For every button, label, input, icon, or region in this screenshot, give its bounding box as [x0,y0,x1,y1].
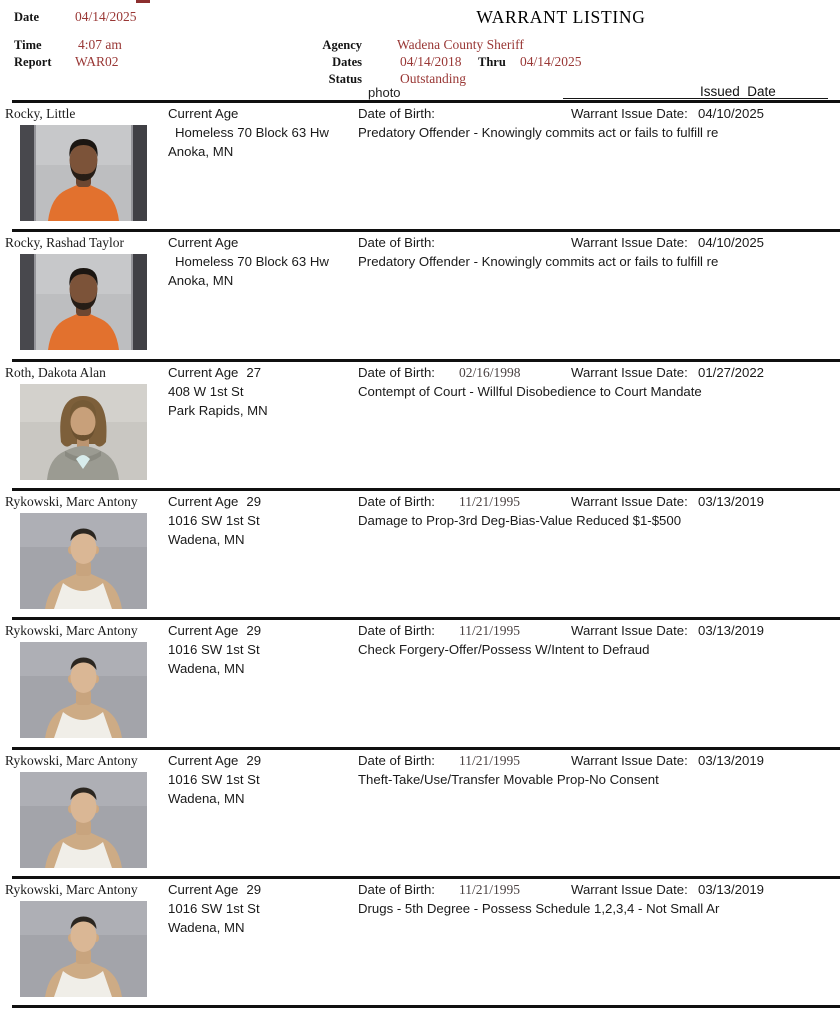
address-line-1: Homeless 70 Block 63 Hw [175,124,329,140]
current-age-label: Current Age [168,235,239,250]
record-name: Roth, Dakota Alan [5,365,106,380]
mugshot-photo [20,901,147,997]
dob-value: 11/21/1995 [459,494,521,509]
warrant-record [0,100,840,229]
warrant-record [0,617,840,746]
current-age-value: 29 [246,494,262,509]
current-age-label: Current Age [168,494,239,509]
warrant-issue-date-value: 03/13/2019 [698,494,765,509]
agency-value: Wadena County Sheriff [397,37,524,52]
dob-value: 11/21/1995 [459,753,521,768]
address-line-2: Anoka, MN [168,272,234,288]
record-name: Rocky, Rashad Taylor [5,235,125,250]
mugshot-photo [20,772,147,868]
warrant-record [0,359,840,488]
address-line-2: Wadena, MN [168,919,245,935]
mugshot-photo [20,384,147,480]
address-line-2: Wadena, MN [168,531,245,547]
address-line-1: 1016 SW 1st St [168,771,260,787]
dob-label: Date of Birth: [358,494,435,509]
warrant-record [0,876,840,1005]
warrant-record [0,747,840,876]
address-line-1: 1016 SW 1st St [168,641,260,657]
warrant-issue-date-value: 03/13/2019 [698,882,765,897]
record-divider [12,876,840,879]
dob-label: Date of Birth: [358,106,435,121]
warrant-issue-date-label: Warrant Issue Date: [571,753,688,768]
dob-label: Date of Birth: [358,882,435,897]
time-label: Time [14,38,42,52]
record-name: Rykowski, Marc Antony [5,882,138,897]
record-divider [12,229,840,232]
dob-label: Date of Birth: [358,235,435,250]
agency-label: Agency [322,38,362,52]
current-age-label: Current Age [168,753,239,768]
report-value: WAR02 [75,54,119,69]
current-age-value: 29 [246,753,262,768]
thru-label: Thru [478,55,506,69]
status-label: Status [328,72,362,86]
charge-text: Drugs - 5th Degree - Possess Schedule 1,2,3,4 - Not Small Ar [358,900,720,916]
address-line-2: Wadena, MN [168,790,245,806]
warrant-issue-date-value: 01/27/2022 [698,365,765,380]
warrant-issue-date-label: Warrant Issue Date: [571,623,688,638]
dob-value: 02/16/1998 [459,365,521,380]
warrant-issue-date-label: Warrant Issue Date: [571,882,688,897]
record-name: Rykowski, Marc Antony [5,753,138,768]
current-age-label: Current Age [168,882,239,897]
warrant-issue-date-value: 03/13/2019 [698,623,765,638]
photo-column-header: photo [368,85,401,100]
dates-label: Dates [332,55,362,69]
current-age-value: 29 [246,882,262,897]
warrant-issue-date-label: Warrant Issue Date: [571,494,688,509]
dob-label: Date of Birth: [358,623,435,638]
dates-to-value: 04/14/2025 [520,54,582,69]
time-value: 4:07 am [78,37,122,52]
address-line-1: Homeless 70 Block 63 Hw [175,253,329,269]
date-label: Date [14,10,39,24]
current-age-label: Current Age [168,106,239,121]
dob-label: Date of Birth: [358,753,435,768]
address-line-2: Park Rapids, MN [168,402,268,418]
top-clipped-artifact [136,0,150,3]
mugshot-photo [20,513,147,609]
address-line-2: Anoka, MN [168,143,234,159]
record-name: Rykowski, Marc Antony [5,494,138,509]
issued-date-column-header: Issued Date [700,84,776,99]
record-divider [12,488,840,491]
warrant-issue-date-label: Warrant Issue Date: [571,365,688,380]
warrant-issue-date-label: Warrant Issue Date: [571,106,688,121]
current-age-value: 29 [246,623,262,638]
mugshot-photo [20,254,147,350]
record-divider [12,359,840,362]
warrant-issue-date-label: Warrant Issue Date: [571,235,688,250]
status-value: Outstanding [400,71,466,86]
charge-text: Predatory Offender - Knowingly commits act or fails to fulfill re [358,124,719,140]
warrant-issue-date-value: 04/10/2025 [698,235,765,250]
charge-text: Contempt of Court - Willful Disobedience to Court Mandate [358,383,702,399]
dob-value: 11/21/1995 [459,882,521,897]
charge-text: Theft-Take/Use/Transfer Movable Prop-No Consent [358,771,659,787]
address-line-1: 408 W 1st St [168,383,244,399]
warrant-issue-date-value: 04/10/2025 [698,106,765,121]
dates-from-value: 04/14/2018 [400,54,462,69]
record-divider [12,617,840,620]
record-name: Rykowski, Marc Antony [5,623,138,638]
charge-text: Damage to Prop-3rd Deg-Bias-Value Reduced $1-$500 [358,512,682,528]
warrant-record [0,229,840,358]
current-age-value: 27 [246,365,262,380]
warrant-record [0,488,840,617]
dob-value: 11/21/1995 [459,623,521,638]
report-label: Report [14,55,52,69]
charge-text: Predatory Offender - Knowingly commits act or fails to fulfill re [358,253,719,269]
warrant-issue-date-value: 03/13/2019 [698,753,765,768]
mugshot-photo [20,642,147,738]
current-age-label: Current Age [168,623,239,638]
charge-text: Check Forgery-Offer/Possess W/Intent to Defraud [358,641,650,657]
dob-label: Date of Birth: [358,365,435,380]
address-line-1: 1016 SW 1st St [168,900,260,916]
address-line-2: Wadena, MN [168,660,245,676]
record-divider [12,747,840,750]
current-age-label: Current Age [168,365,239,380]
bottom-rule [12,1005,840,1008]
record-name: Rocky, Little [5,106,76,121]
date-value: 04/14/2025 [75,9,137,24]
address-line-1: 1016 SW 1st St [168,512,260,528]
page-title: WARRANT LISTING [476,7,646,27]
mugshot-photo [20,125,147,221]
